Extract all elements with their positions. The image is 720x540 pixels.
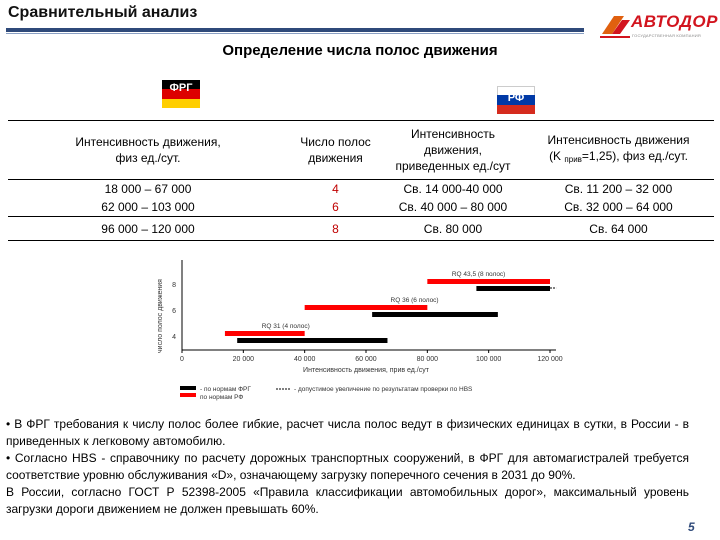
header-intensity-physical: Интенсивность движения (K $_{прив}$=1,25), физ ед./сут.	[523, 121, 714, 180]
note-3: В России, согласно ГОСТ Р 52398-2005 «Правила классификации автомобильных дорог», максимальный уровень загрузки дороги движением не должен превышать 60%.	[6, 485, 689, 516]
chart-bar	[427, 279, 550, 284]
x-axis-label: Интенсивность движения, прив ед./сут	[303, 367, 429, 374]
y-tick-label: 8	[172, 282, 176, 289]
header-intensity-reduced: Интенсивность движения, приведенных ед./сут	[383, 121, 523, 180]
cell-ru-physical: Св. 11 200 – 32 000	[564, 181, 673, 196]
cell-ru-physical: Св. 32 000 – 64 000	[523, 197, 714, 217]
germany-flag-label: ФРГ	[169, 82, 193, 94]
russia-flag	[497, 86, 535, 114]
cell-de-range: 62 000 – 103 000	[8, 197, 288, 217]
legend-label-de: - по нормам ФРГ	[200, 386, 251, 393]
header-lanes: Число полос движения	[288, 121, 383, 180]
x-tick-label: 40 000	[293, 356, 316, 363]
cell-ru-reduced: Св. 80 000	[383, 217, 523, 241]
legend-swatch-de	[180, 386, 196, 390]
russia-flag-label: РФ	[507, 92, 525, 104]
logo-mark-icon	[598, 12, 632, 42]
note-1: • В ФРГ требования к числу полос более гибкие, расчет числа полос ведут в физических единицах в сутки, в России - в приведенных к легковому автомобилю.	[6, 417, 689, 448]
cell-de-range: 18 000 – 67 000	[104, 181, 192, 196]
cell-lanes: 4	[332, 181, 339, 196]
x-tick-label: 100 000	[476, 356, 502, 363]
x-tick-label: 80 000	[416, 356, 439, 363]
header-intensity-de: Интенсивность движения, физ ед./сут.	[8, 121, 288, 180]
germany-flag	[162, 80, 200, 108]
legend-swatch-ru	[180, 393, 196, 397]
x-tick-label: 20 000	[232, 356, 255, 363]
logo-text: АВТОДОР	[631, 12, 718, 31]
chart-annotation: RQ 43,5 (8 полос)	[451, 271, 506, 278]
comparison-table	[8, 120, 714, 241]
y-axis-label: число полос движения	[157, 279, 164, 353]
y-tick-label: 6	[172, 308, 176, 315]
chart-bar	[305, 305, 428, 310]
note-2: • Согласно HBS - справочнику по расчету дорожных транспортных сооружений, в ФРГ для автомагистралей требуется соответствие уровню обслуживания «D», означающему загрузку поперечного сечения в 2031 до 90%.	[6, 451, 689, 482]
avtodor-logo	[598, 12, 718, 42]
cell-ru-reduced: Св. 40 000 – 80 000	[383, 197, 523, 217]
y-tick-label: 4	[172, 334, 176, 341]
title-divider	[6, 28, 584, 32]
chart-annotation: RQ 36 (6 полос)	[390, 297, 439, 304]
legend-label-ru: по нормам РФ	[200, 394, 244, 401]
slide-title: Сравнительный анализ	[8, 4, 198, 21]
table-header-row	[8, 121, 714, 180]
cell-lanes: 8	[288, 217, 383, 241]
page-number: 5	[688, 520, 695, 534]
notes	[6, 416, 689, 518]
cell-de-range: 96 000 – 120 000	[8, 217, 288, 241]
x-tick-label: 120 000	[537, 356, 563, 363]
cell-lanes: 6	[288, 197, 383, 217]
legend-label-extension: - допустимое увеличение по результатам проверки по HBS	[294, 386, 473, 393]
page-subtitle: Определение числа полос движения	[222, 42, 498, 59]
table-row	[8, 180, 714, 198]
chart-bar	[476, 286, 550, 291]
table-row	[8, 197, 714, 217]
chart-annotation: RQ 31 (4 полос)	[261, 323, 310, 330]
title-divider-thin	[6, 33, 584, 34]
chart-bar	[225, 331, 305, 336]
x-tick-label: 0	[180, 356, 184, 363]
table-row	[8, 217, 714, 241]
cell-ru-reduced: Св. 14 000-40 000	[403, 181, 503, 196]
x-tick-label: 60 000	[355, 356, 377, 363]
lanes-chart	[150, 258, 570, 408]
logo-subtitle: ГОСУДАРСТВЕННАЯ КОМПАНИЯ	[632, 33, 701, 38]
cell-ru-physical: Св. 64 000	[523, 217, 714, 241]
